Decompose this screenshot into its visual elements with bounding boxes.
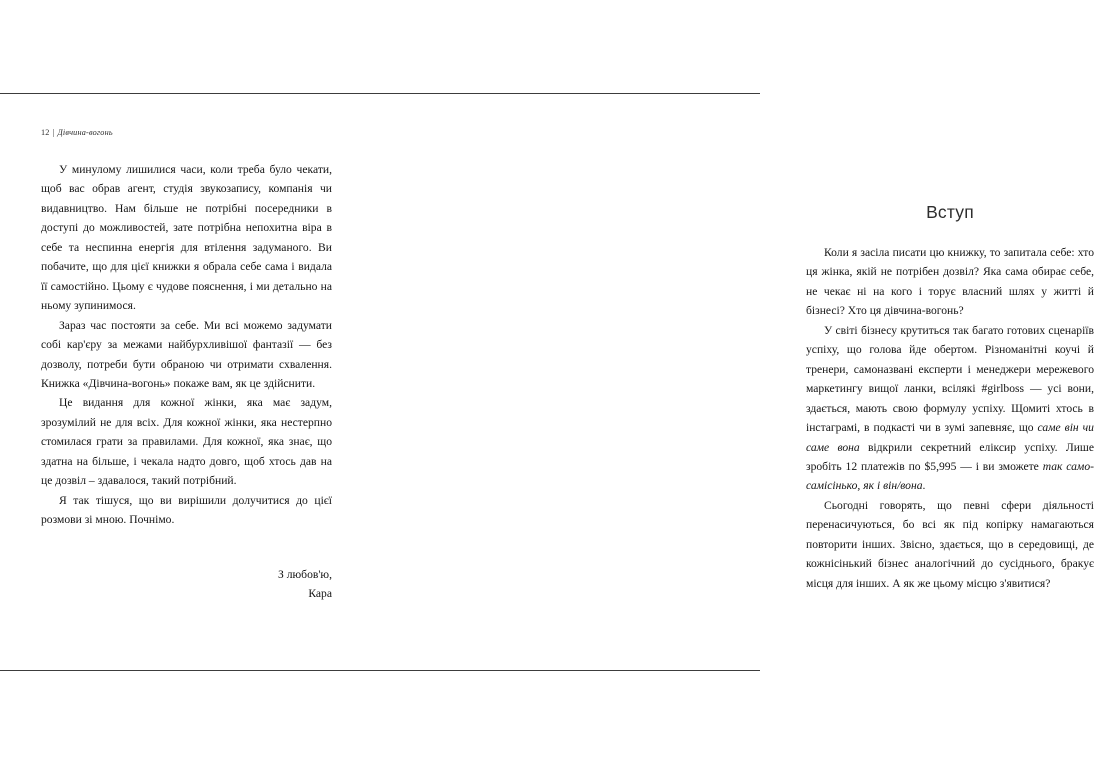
text-run: Сьогодні говорять, що певні сфери діяльності перенасичуються, бо всі як під копірку намагаються повторити інших. Звісно, здається, що в середовищі, де кожнісінький бізнес аналогічний до сусіднього, бракує місця для інших. А як же цьому місцю з'явитися?: [806, 498, 1094, 590]
paragraph: Зараз час постояти за себе. Ми всі можемо задумати собі кар'єру за межами найбурхливішої фантазії — без дозволу, потреби бути обраною чи отримати схвалення. Книжка «Дівчина-вогонь» покаже вам, як це здійснити.: [41, 318, 332, 390]
paragraph: Я так тішуся, що ви вирішили долучитися до цієї розмови зі мною. Почнімо.: [41, 493, 332, 527]
signature-block: [41, 565, 332, 604]
left-page-body: [41, 160, 332, 530]
text-run: У світі бізнесу крутиться так багато готових сценаріїв успіху, що голова йде обертом. Різноманітні коучі й тренери, самоназвані експерти і менеджери мережевого маркетингу вищої ланки, всілякі #girlboss — усі вони, здається, мають свою формулу успіху. Щомиті хтось в інстаграмі, в подкасті чи в зумі запевняє, що: [806, 323, 1094, 435]
running-head: [41, 128, 113, 137]
paragraph: У минулому лишилися часи, коли треба було чекати, щоб вас обрав агент, студія звукозапису, компанія чи видавництво. Нам більше не потрібні посередники в доступі до можливостей, зате потрібна непохитна віра в себе та неспинна енергія для втілення задуманого. Ви побачите, що для цієї книжки я обрала себе сама і видала її самостійно. Цьому є чудове пояснення, і ми детально на ньому зупинимося.: [41, 163, 332, 313]
right-page-body: [806, 243, 1094, 593]
paragraph: [806, 243, 1094, 321]
paragraph: Це видання для кожної жінки, яка має задум, зрозумілий не для всіх. Для кожної жінки, яка нестерпно стомилася грати за правилами. Для кожної, яка знає, що здатна на більше, і чекала надто довго, щоб хтось дав на це дозвіл – здавалося, такий потрібний.: [41, 396, 332, 488]
running-head-book-title: Дівчина-вогонь: [57, 128, 113, 137]
left-page: [0, 0, 380, 765]
signature-closing: З любов'ю,: [278, 568, 332, 581]
signature-name: Кара: [308, 587, 332, 601]
running-head-separator: |: [52, 128, 55, 137]
page-number: 12: [41, 128, 50, 137]
paragraph: [806, 321, 1094, 496]
text-run: відкрили секретний еліксир успіху. Лише зробіть 12 платежів по $5,995 — і ви зможете: [806, 440, 1094, 473]
right-page: [380, 0, 1094, 765]
chapter-title: Вступ: [926, 201, 974, 222]
emphasis-run: так само-самісінько, як і він/вона: [806, 459, 1094, 493]
emphasis-run: саме він чи саме вона: [806, 421, 1094, 454]
text-run: Коли я засіла писати цю книжку, то запитала себе: хто ця жінка, якій не потрібен дозвіл? Яка сама обирає себе, не чекає ні на кого і торує власний шлях у житті й бізнесі? Хто ця дівчина-вогонь?: [806, 246, 1094, 318]
text-run: .: [922, 479, 926, 493]
paragraph: [806, 496, 1094, 593]
